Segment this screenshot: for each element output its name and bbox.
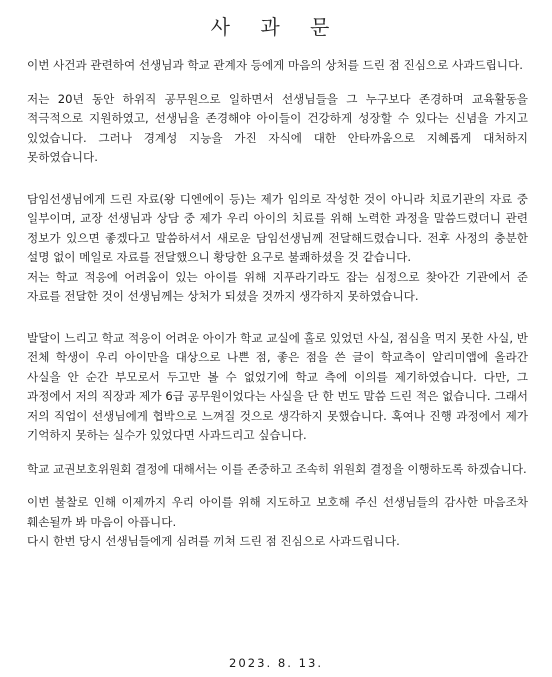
paragraph-intro: 이번 사건과 관련하여 선생님과 학교 관계자 등에게 마음의 상처를 드린 점 진심으로 사과드립니다. <box>27 58 523 72</box>
document-date: 2023. 8. 13. <box>228 656 324 670</box>
document-body <box>27 56 528 552</box>
paragraph-regret: 이번 불찰로 인해 이제까지 우리 아이를 위해 지도하고 보호해 주신 선생님들의 감사한 마음조차 훼손될까 봐 마음이 아픕니다. <box>27 495 528 529</box>
paragraph-background: 저는 20년 동안 하위직 공무원으로 일하면서 선생님들을 그 누구보다 존경하며 교육활동을 적극적으로 지원하였고, 선생님을 존경해야 아이들이 건강하게 성장할 수 있다는 신념을 가지고 있었습니다. 그러나 경계성 지능을 가진 자식에 대한 안타까움으로 지혜롭게 대처하지 못하였습니다. <box>27 91 528 164</box>
paragraph-closing-apology: 다시 한번 당시 선생님들에게 심려를 끼쳐 드린 점 진심으로 사과드립니다. <box>27 534 400 548</box>
document-title: 사 과 문 <box>210 15 342 39</box>
paragraph-materials-reflection: 저는 학교 적응에 어려움이 있는 아이를 위해 지푸라기라도 잡는 심정으로 찾아간 기관에서 준 자료를 전달한 것이 선생님께는 상처가 되셨을 것까지 생각하지 못하였습니다. <box>27 269 528 303</box>
paragraph-materials: 담임선생님에게 드린 자료(왕 디엔에이 등)는 제가 임의로 작성한 것이 아니라 치료기관의 자료 중 일부이며, 교장 선생님과 상담 중 제가 우리 아이의 치료를 위해 노력한 과정을 말씀드렸더니 관련 정보가 있으면 좋겠다고 말씀하셔서 새로운 담임선생님께 전달해드렸습니다. 전후 사정의 충분한 설명 없이 메일로 자료를 전달했으니 황당한 요구로 불쾌하셨을 것 같습니다. <box>27 191 528 264</box>
paragraph-circumstances: 발달이 느리고 학교 적응이 어려운 아이가 학교 교실에 홀로 있었던 사실, 점심을 먹지 못한 사실, 반 전체 학생이 우리 아이만을 대상으로 나쁜 점, 좋은 점을 쓴 글이 학교측이 알리미앱에 올라간 사실을 안 순간 부모로서 두고만 볼 수 없었기에 학교 측에 이의를 제기하였습니다. 다만, 그 과정에서 저의 직장과 제가 6급 공무원이었다는 사실을 단 한 번도 말씀 드린 적은 없습니다. 그래서 저의 직업이 선생님에게 협박으로 느껴질 것으로 생각하지 못했습니다. 혹여나 진행 과정에서 제가 기억하지 못하는 실수가 있었다면 사과드리고 싶습니다. <box>27 330 528 442</box>
paragraph-committee: 학교 교권보호위원회 결정에 대해서는 이를 존중하고 조속히 위원회 결정을 이행하도록 하겠습니다. <box>27 461 527 476</box>
